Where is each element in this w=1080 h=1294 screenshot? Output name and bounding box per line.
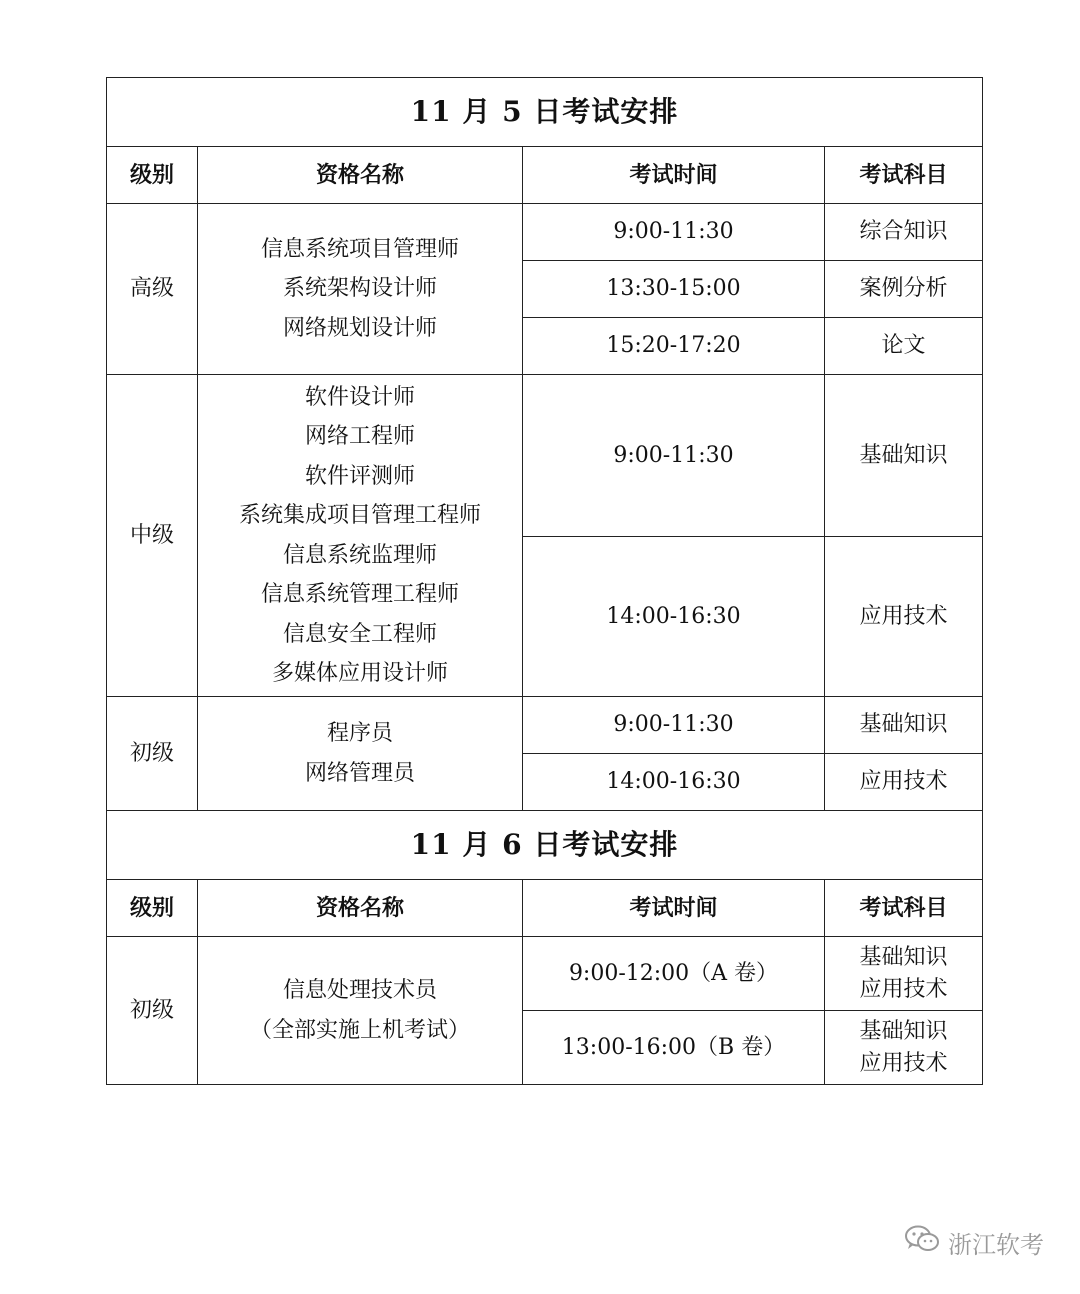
qualification-name: 信息安全工程师: [282, 621, 437, 647]
exam-schedule-table: [106, 77, 983, 1085]
header-level: 级别: [107, 147, 198, 204]
exam-subject: 应用技术: [825, 537, 983, 697]
qualification-name: 软件设计师: [304, 384, 415, 410]
qualification-name: 网络管理员: [304, 760, 415, 786]
exam-subject-line: 应用技术: [859, 976, 948, 1002]
qualification-name: 软件评测师: [304, 463, 415, 489]
qualification-list-junior: [198, 697, 523, 811]
day2-title: 11 月 6 日考试安排: [107, 811, 983, 880]
level-intermediate: 中级: [107, 375, 198, 697]
table-row: [107, 204, 983, 261]
table-row: [107, 375, 983, 537]
qualification-list-intermediate: [198, 375, 523, 697]
day2-header-row: [107, 880, 983, 937]
qualification-list-senior: [198, 204, 523, 375]
qualification-note: （全部实施上机考试）: [249, 1017, 470, 1043]
header-exam-subject: 考试科目: [825, 147, 983, 204]
qualification-name: 系统集成项目管理工程师: [238, 503, 481, 528]
exam-time: 15:20-17:20: [523, 318, 825, 375]
header-exam-time: 考试时间: [523, 880, 825, 937]
qualification-name: 信息系统项目管理师: [260, 236, 459, 262]
level-senior: 高级: [107, 204, 198, 375]
exam-time: 13:30-15:00: [523, 261, 825, 318]
header-exam-subject: 考试科目: [825, 880, 983, 937]
level-junior: 初级: [107, 937, 198, 1085]
day1-header-row: [107, 147, 983, 204]
day1-title: 11 月 5 日考试安排: [107, 78, 983, 147]
exam-subject: [825, 1011, 983, 1085]
level-junior: 初级: [107, 697, 198, 811]
exam-time: 9:00-11:30: [523, 697, 825, 754]
qualification-name: 程序员: [326, 721, 393, 746]
header-exam-time: 考试时间: [523, 147, 825, 204]
exam-time: 14:00-16:30: [523, 537, 825, 697]
qualification-name: 信息系统管理工程师: [260, 582, 459, 607]
qualification-name: 信息系统监理师: [282, 542, 437, 568]
exam-subject: 案例分析: [825, 261, 983, 318]
watermark: [904, 1224, 1044, 1260]
exam-time: 14:00-16:30: [523, 754, 825, 811]
exam-subject: [825, 937, 983, 1011]
exam-subject-line: 应用技术: [859, 1050, 948, 1076]
qualification-list-day2: [198, 937, 523, 1085]
exam-subject: 应用技术: [825, 754, 983, 811]
exam-subject: 论文: [825, 318, 983, 375]
table-row: [107, 697, 983, 754]
qualification-name: 网络工程师: [304, 424, 415, 449]
exam-time: 9:00-11:30: [523, 375, 825, 537]
exam-subject: 基础知识: [825, 375, 983, 537]
watermark-text: 浙江软考: [948, 1230, 1044, 1259]
qualification-name: 网络规划设计师: [282, 315, 437, 341]
exam-time: 9:00-11:30: [523, 204, 825, 261]
exam-subject: 基础知识: [825, 697, 983, 754]
qualification-name: 系统架构设计师: [282, 276, 437, 302]
table-row: [107, 937, 983, 1011]
header-level: 级别: [107, 880, 198, 937]
header-qualification: 资格名称: [198, 880, 523, 937]
header-qualification: 资格名称: [198, 147, 523, 204]
exam-subject-line: 基础知识: [859, 1018, 948, 1044]
exam-time: 13:00-16:00（B 卷）: [523, 1011, 825, 1085]
wechat-icon: [904, 1224, 940, 1260]
exam-subject: 综合知识: [825, 204, 983, 261]
qualification-name: 多媒体应用设计师: [271, 661, 448, 686]
exam-subject-line: 基础知识: [859, 944, 948, 970]
qualification-name: 信息处理技术员: [282, 978, 437, 1003]
exam-time: 9:00-12:00（A 卷）: [523, 937, 825, 1011]
